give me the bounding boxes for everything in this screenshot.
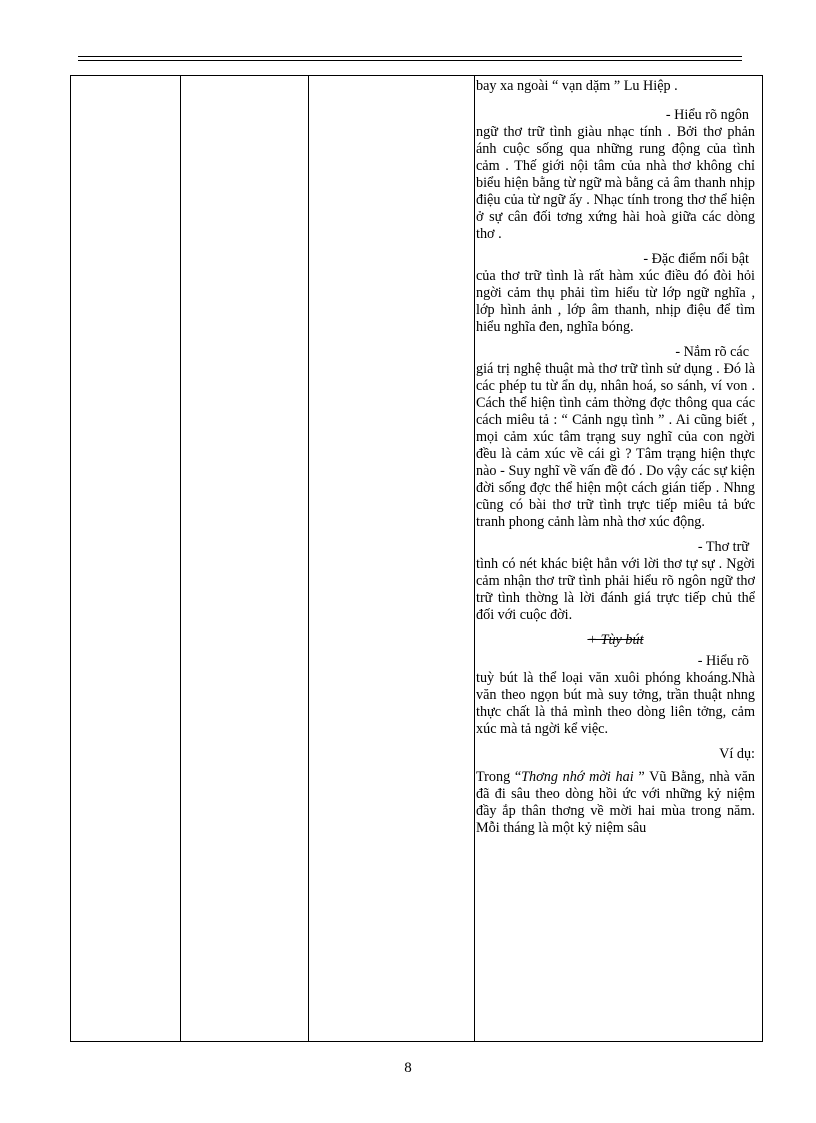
- header-rule-top: [78, 56, 742, 57]
- paragraph-continuation: bay xa ngoài “ vạn dặm ” Lu Hiệp .: [476, 78, 678, 94]
- example-start: Trong “: [476, 769, 522, 785]
- paragraph-lead-music: - Hiểu rõ ngôn: [665, 107, 749, 123]
- column-divider-3: [474, 76, 475, 1041]
- page-number: 8: [404, 1060, 412, 1076]
- paragraph-lead-lyric: - Thơ trữ: [697, 539, 749, 555]
- paragraph-art: giá trị nghệ thuật mà thơ trữ tình sử dụng . Đó là các phép tu từ ẩn dụ, nhân hoá, so sánh, ví von . Cách thể hiện tình cảm thờng đợc thông qua các cách miêu tả : “ Cảnh ngụ tình ” . Ai cũng biết , mọi cảm xúc tâm trạng suy nghĩ của con ngời đều là cảm xúc về cái gì ? Tâm trạng hiện thực nào - Suy nghĩ về vấn đề đó . Do vậy các sự kiện đời sống đợc thể hiện một cách gián tiếp . Nhng cũng có bài thơ trữ tình trực tiếp miêu tả bức tranh phong cảnh làm nhà thơ xúc động.: [476, 361, 755, 530]
- paragraph-lead-feature: - Đặc điểm nổi bật: [643, 251, 749, 267]
- paragraph-example: [476, 769, 755, 837]
- paragraph-lead-art: - Nắm rõ các: [675, 344, 749, 360]
- paragraph-tuy-but: tuỳ bút là thể loại văn xuôi phóng khoáng.Nhà văn theo ngọn bút mà suy tởng, trần thuật nhng thực chất là thả mình theo dòng liên tởng, cảm xúc mà tả ngời kể việc.: [476, 670, 755, 737]
- section-heading-tuy-but: + Tùy bút: [587, 632, 644, 648]
- column-divider-1: [180, 76, 181, 1041]
- paragraph-lead-tuy-but: - Hiểu rõ: [697, 653, 749, 669]
- content-table: [70, 75, 763, 1042]
- column-divider-2: [308, 76, 309, 1041]
- example-label: Ví dụ:: [719, 746, 755, 762]
- paragraph-music: ngữ thơ trữ tình giàu nhạc tính . Bởi thơ phản ánh cuộc sống qua những rung động của tình cảm . Thế giới nội tâm của nhà thơ không chỉ biểu hiện bằng từ ngữ mà bằng cả âm thanh nhịp điệu của từ ngữ ấy . Nhạc tính trong thơ thể hiện ở sự cân đối tơng xứng hài hoà giữa các dòng thơ .: [476, 124, 755, 242]
- paragraph-feature: của thơ trữ tình là rất hàm xúc điều đó đòi hỏi ngời cảm thụ phải tìm hiểu từ lớp ngữ nghĩa , lớp hình ảnh , lớp âm thanh, nhịp điệu để tìm hiểu nghĩa đen, nghĩa bóng.: [476, 268, 755, 335]
- example-book-title: Thơng nhớ mời hai: [521, 769, 634, 785]
- header-rule-bottom: [78, 60, 742, 61]
- paragraph-lyric: tình có nét khác biệt hẳn với lời thơ tự sự . Ngời cảm nhận thơ trữ tình phải hiểu rõ ngôn ngữ thơ trữ tình thờng là lời đánh giá trực tiếp chủ thể đối với cuộc đời.: [476, 556, 755, 623]
- example-rest: ” Vũ Bằng, nhà văn đã đi sâu theo dòng hồi ức với những kỷ niệm đầy ắp thân thơng về mời hai mùa trong năm. Mỗi tháng là một kỷ niệm sâu: [476, 769, 755, 836]
- content-column: [476, 78, 755, 1041]
